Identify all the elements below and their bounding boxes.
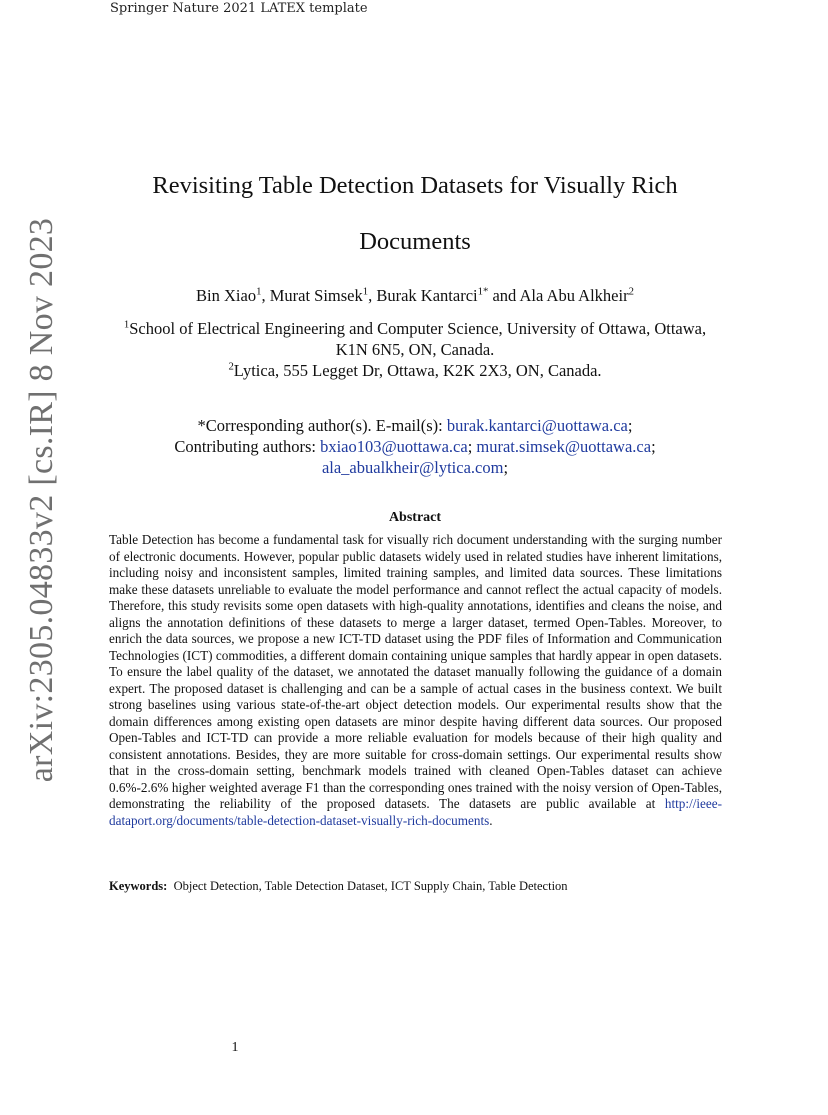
author-name: Burak Kantarci [376,286,478,305]
running-header [110,1,368,16]
abstract-end: . [489,812,493,828]
author-list [100,286,730,306]
author-email-link[interactable]: bxiao103@uottawa.ca [320,437,468,456]
contributing-label: Contributing authors: [174,437,316,456]
paper-title [100,158,730,270]
author-separator: , [368,286,377,305]
author-affil-mark: 1 [256,285,262,298]
affiliation-2-line: Lytica, 555 Legget Dr, Ottawa, K2K 2X3, ON, Canada. [233,361,602,380]
contributing-line [100,436,730,457]
author-affil-mark: 2 [628,285,634,298]
contact-emails [100,415,730,478]
author-email-link[interactable]: murat.simsek@uottawa.ca [476,437,652,456]
title-line-2: Documents [359,228,471,255]
author-name: Bin Xiao [196,286,257,305]
affiliation-1 [90,318,740,339]
author-name: Ala Abu Alkheir [519,286,629,305]
template-label: Springer Nature 2021 LATEX template [110,1,368,16]
keywords [109,879,722,894]
email-separator: ; [627,416,633,435]
email-separator: ; [651,437,656,456]
corresponding-email-link[interactable]: burak.kantarci@uottawa.ca [446,416,628,435]
author-separator: and [488,286,520,305]
author-name: Murat Simsek [269,286,363,305]
author-email-link[interactable]: ala_abualkheir@lytica.com [321,458,504,477]
abstract-body [109,532,722,829]
affiliation-1-line-2: K1N 6N5, ON, Canada. [335,340,495,359]
contributing-line-2 [100,457,730,478]
abstract-heading: Abstract [388,510,442,525]
affiliation-mark: 2 [228,360,234,373]
abstract-text: Table Detection has become a fundamental task for visually rich document understanding with the surging number of electronic documents. However, popular public datasets widely used in related studies have inherent limitations, including noisy and inconsistent samples, limited training samples, and limited data sources. These limitations make these datasets unreliable to evaluate the model performance and cannot reflect the actual capacity of models. Therefore, this study revisits some open datasets with high-quality annotations, identifies and cleans the noise, and aligns the annotation definitions of these datasets to merge a larger dataset, termed Open-Tables. Moreover, to enrich the data sources, we propose a new ICT-TD dataset using the PDF files of Information and Communication Technologies (ICT) commodities, a different domain containing unique samples that hardly appear in open datasets. To ensure the label quality of the dataset, we annotated the dataset manually following the guidance of a domain expert. The proposed dataset is challenging and can be a sample of actual cases in the business context. We built strong baselines using various state-of-the-art object detection models. Our experimental results show that the domain differences among existing open datasets are minor despite having different data sources. Our proposed Open-Tables and ICT-TD can provide a more reliable evaluation for models because of their high quality and consistent annotations. Besides, they are more suitable for cross-domain settings. Our experimental results show that in the cross-domain setting, benchmark models trained with cleaned Open-Tables dataset can achieve 0.6%-2.6% higher weighted average F1 than the corresponding ones trained with the noisy version of Open-Tables, demonstrating the reliability of the proposed datasets. The datasets are public available at [109,532,722,811]
affiliation-mark: 1 [123,318,130,331]
affiliations [90,318,740,381]
corresponding-line [100,415,730,436]
corresponding-label: *Corresponding author(s). E-mail(s): [197,416,443,435]
affiliation-2 [90,360,740,381]
email-separator: ; [467,437,473,456]
page-number: 1 [231,1040,239,1055]
keywords-label: Keywords: [109,879,168,893]
dataset-link[interactable]: http://ieee-dataport.org/documents/table-detection-dataset-visually-rich-documents [109,796,723,828]
author-affil-mark: 1 [362,285,369,298]
email-separator: ; [503,458,509,477]
title-line-1: Revisiting Table Detection Datasets for Visually Rich [152,172,678,199]
affiliation-1-line-1: School of Electrical Engineering and Computer Science, University of Ottawa, Ottawa, [129,319,707,338]
keywords-text: Object Detection, Table Detection Dataset, ICT Supply Chain, Table Detection [173,879,568,893]
author-affil-mark: 1* [477,285,489,298]
arxiv-identifier[interactable]: arXiv:2305.04833v2 [cs.IR] 8 Nov 2023 [23,217,60,783]
author-separator: , [261,286,270,305]
